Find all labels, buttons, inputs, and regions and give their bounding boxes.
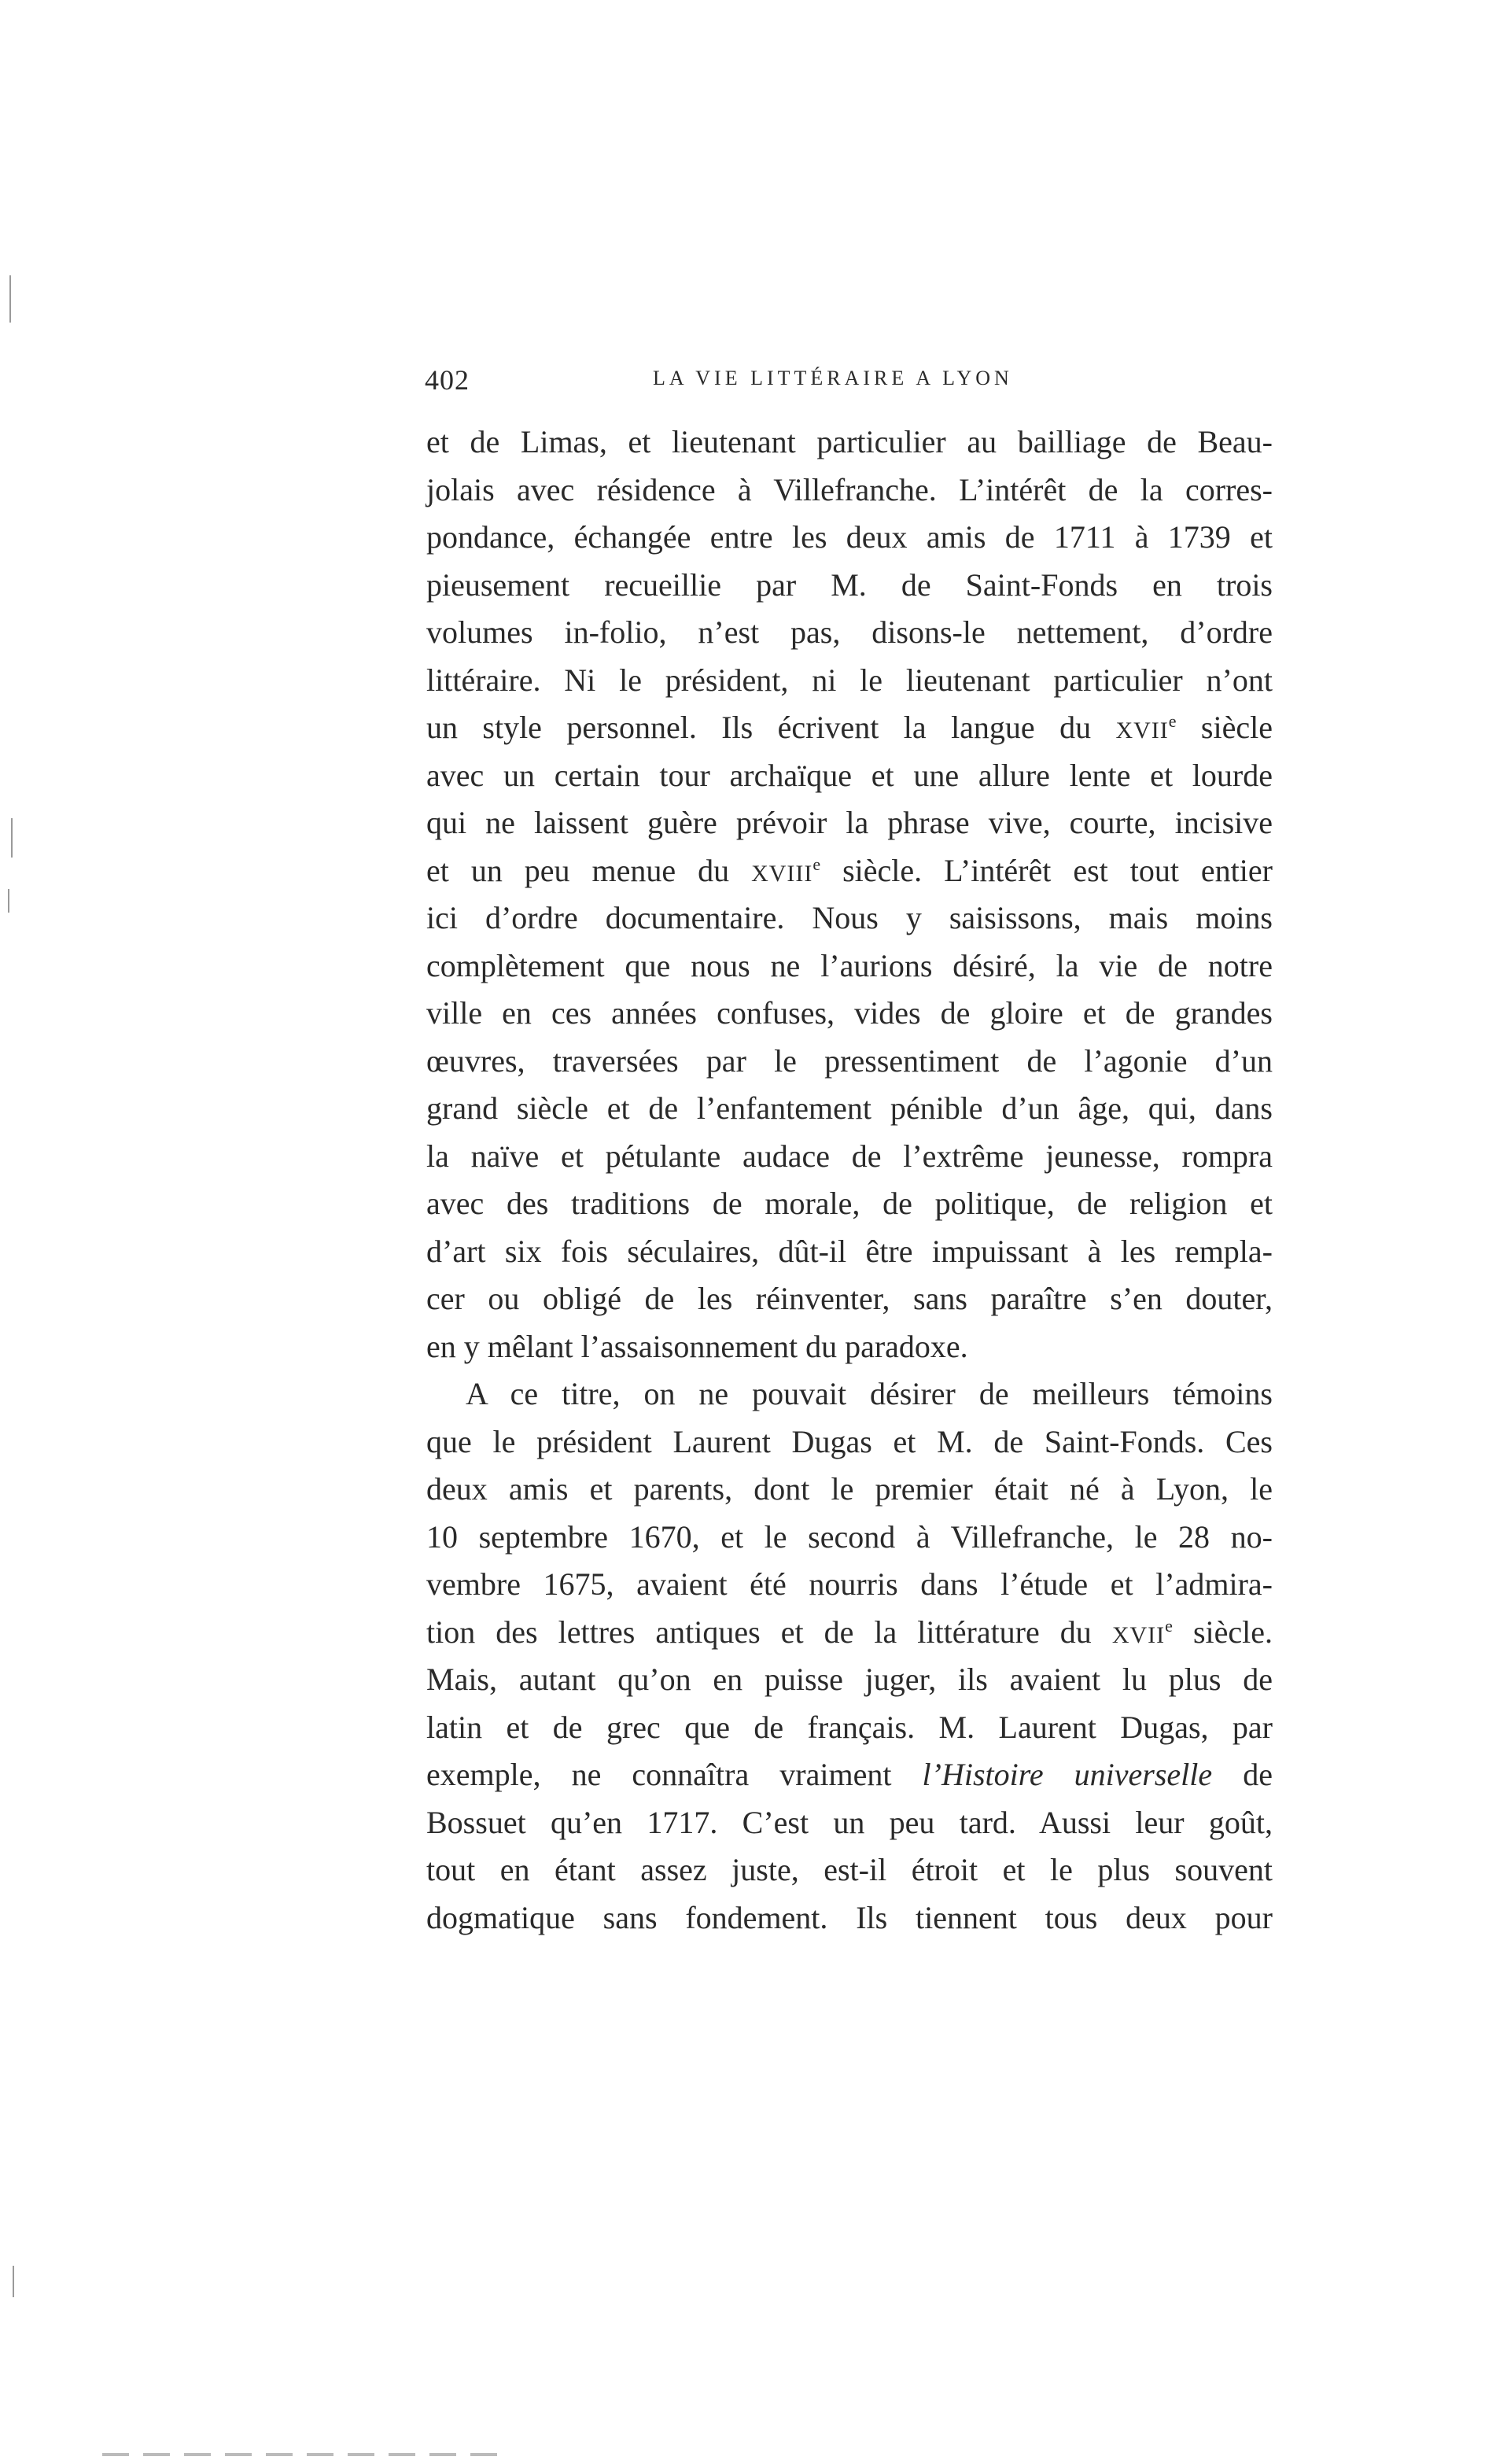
text-line: vembre 1675, avaient été nourris dans l’étude et l’admira- [426,1566,1273,1602]
text-line: deux amis et parents, dont le premier était né à Lyon, le [426,1471,1273,1507]
text-line: latin et de grec que de français. M. Laurent Dugas, par [426,1709,1273,1745]
paragraph-1 [426,419,1273,1370]
text-line: grand siècle et de l’enfantement pénible d’un âge, qui, dans [426,1090,1273,1126]
text-line: 10 septembre 1670, et le second à Villefranche, le 28 no- [426,1518,1273,1555]
text-span: tion des lettres antiques et de la littérature du [426,1614,1112,1650]
superscript: e [1165,1615,1173,1636]
text-line: qui ne laissent guère prévoir la phrase vive, courte, incisive [426,805,1273,840]
text-line: pondance, échangée entre les deux amis de 1711 à 1739 et [426,519,1273,555]
text-line: et de Limas, et lieutenant particulier au bailliage de Beau- [426,424,1273,459]
text-line: œuvres, traversées par le pressentiment de l’agonie d’un [426,1042,1273,1079]
text-span: siècle. L’intérêt est tout entier [820,852,1273,888]
page-header [425,363,1258,403]
text-line: avec un certain tour archaïque et une allure lente et lourde [426,757,1273,793]
text-line: ici d’ordre documentaire. Nous y saisissons, mais moins [426,900,1273,935]
running-head: LA VIE LITTÉRAIRE A LYON [653,367,1013,389]
text-span: et un peu menue du [426,852,752,888]
text-span: un style personnel. Ils écrivent la langue du [426,710,1116,745]
superscript: e [812,854,821,874]
text-line: littéraire. Ni le président, ni le lieutenant particulier n’ont [426,662,1273,698]
text-line: la naïve et pétulante audace de l’extrême jeunesse, rompra [426,1138,1273,1174]
body-text [426,419,1273,1942]
text-line: complètement que nous ne l’aurions désiré, la vie de notre [426,947,1273,983]
text-line: d’art six fois séculaires, dût-il être impuissant à les rempla- [426,1233,1273,1269]
text-span: siècle. [1172,1614,1273,1650]
century-numeral: XVII [1111,1621,1166,1648]
book-title: l’Histoire universelle [922,1757,1213,1792]
text-span: de [1212,1757,1273,1792]
text-line: Bossuet qu’en 1717. C’est un peu tard. Aussi leur goût, [426,1804,1273,1840]
page-number: 402 [425,364,470,396]
text-line: dogmatique sans fondement. Ils tiennent tous deux pour [426,1899,1273,1935]
text-line: A ce titre, on ne pouvait désirer de meilleurs témoins [466,1376,1273,1411]
text-line: que le président Laurent Dugas et M. de Saint-Fonds. Ces [426,1423,1273,1459]
text-span: exemple, ne connaîtra vraiment [426,1757,923,1792]
scan-bottom-dashes [102,2453,511,2456]
text-line: ville en ces années confuses, vides de gloire et de grandes [426,995,1273,1031]
text-line [426,1609,1273,1657]
text-line: tout en étant assez juste, est-il étroit et le plus souvent [426,1852,1273,1887]
text-line: en y mêlant l’assaisonnement du paradoxe. [426,1328,968,1364]
superscript: e [1168,711,1177,731]
text-line: avec des traditions de morale, de politique, de religion et [426,1186,1273,1221]
text-line: Mais, autant qu’on en puisse juger, ils avaient lu plus de [426,1662,1273,1697]
text-line: volumes in-folio, n’est pas, disons-le nettement, d’ordre [426,614,1273,650]
text-span: siècle [1176,710,1273,745]
text-line [426,1751,1273,1799]
scan-margin-marks [0,0,31,2464]
text-line [426,847,1273,895]
text-line [426,704,1273,752]
century-numeral: XVIII [751,860,813,887]
paragraph-2 [426,1370,1273,1942]
text-line: pieusement recueillie par M. de Saint-Fonds en trois [426,566,1273,603]
century-numeral: XVII [1115,717,1169,743]
text-line: jolais avec résidence à Villefranche. L’intérêt de la corres- [426,471,1273,507]
text-line: cer ou obligé de les réinventer, sans paraître s’en douter, [426,1281,1273,1316]
